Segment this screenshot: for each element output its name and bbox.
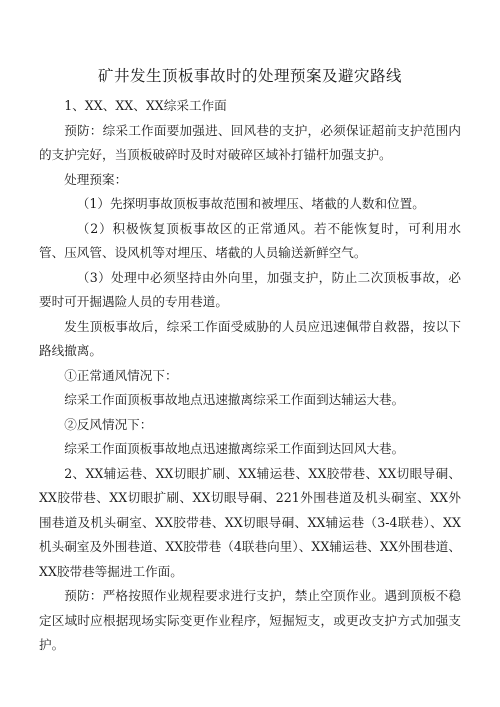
reverse-ventilation-route: 综采工作面顶板事故地点迅速撤离综采工作面到达回风大巷。 [64, 441, 405, 456]
normal-ventilation-heading: ①正常通风情况下： [64, 367, 178, 383]
plan-step-1: （1）先探明事故顶板事故范围和被埋压、堵截的人数和位置。 [76, 196, 425, 211]
plan-step-3: （3）处理中必须坚持由外向里，加强支护，防止二次顶板事故，必要时可开掘遇险人员的专用巷道。 [39, 269, 461, 309]
prevention-paragraph-2: 预防：严格按照作业规程要求进行支护，禁止空顶作业。遇到顶板不稳定区域时应根据现场实际变更作业程序，短掘短支，或更改支护方式加强支护。 [39, 588, 461, 652]
prevention-paragraph-1: 预防：综采工作面要加强进、回风巷的支护，必须保证超前支护范围内的支护完好，当顶板破碎时及时对破碎区域补打锚杆加强支护。 [39, 122, 461, 162]
page-title: 矿井发生顶板事故时的处理预案及避灾路线 [97, 67, 402, 85]
normal-ventilation-route: 综采工作面顶板事故地点迅速撤离综采工作面到达辅运大巷。 [64, 392, 405, 407]
section-heading-1: 1、XX、XX、XX综采工作面 [64, 98, 227, 113]
reverse-ventilation-heading: ②反风情况下： [64, 416, 153, 432]
document-body [39, 94, 461, 658]
plan-heading: 处理预案： [64, 171, 128, 187]
plan-step-2: （2）积极恢复顶板事故区的正常通风。若不能恢复时，可利用水管、压风管、设风机等对埋压、堵截的人员输送新鲜空气。 [39, 220, 461, 260]
evacuation-paragraph: 发生顶板事故后，综采工作面受威胁的人员应迅速佩带自救器，按以下路线撤离。 [39, 318, 461, 358]
section-heading-2: 2、XX辅运巷、XX切眼扩刷、XX辅运巷、XX胶带巷、XX切眼导硐、XX胶带巷、XX切眼扩刷、XX切眼导硐、221外围巷道及机头硐室、XX外围巷道及机头硐室、XX胶带巷、XX切眼导硐、XX辅运巷（3-4联巷）、XX机头硐室及外围巷道、XX胶带巷（4联巷向里）、XX辅运巷、XX外围巷道、XX胶带巷等掘进工作面。 [39, 465, 461, 579]
